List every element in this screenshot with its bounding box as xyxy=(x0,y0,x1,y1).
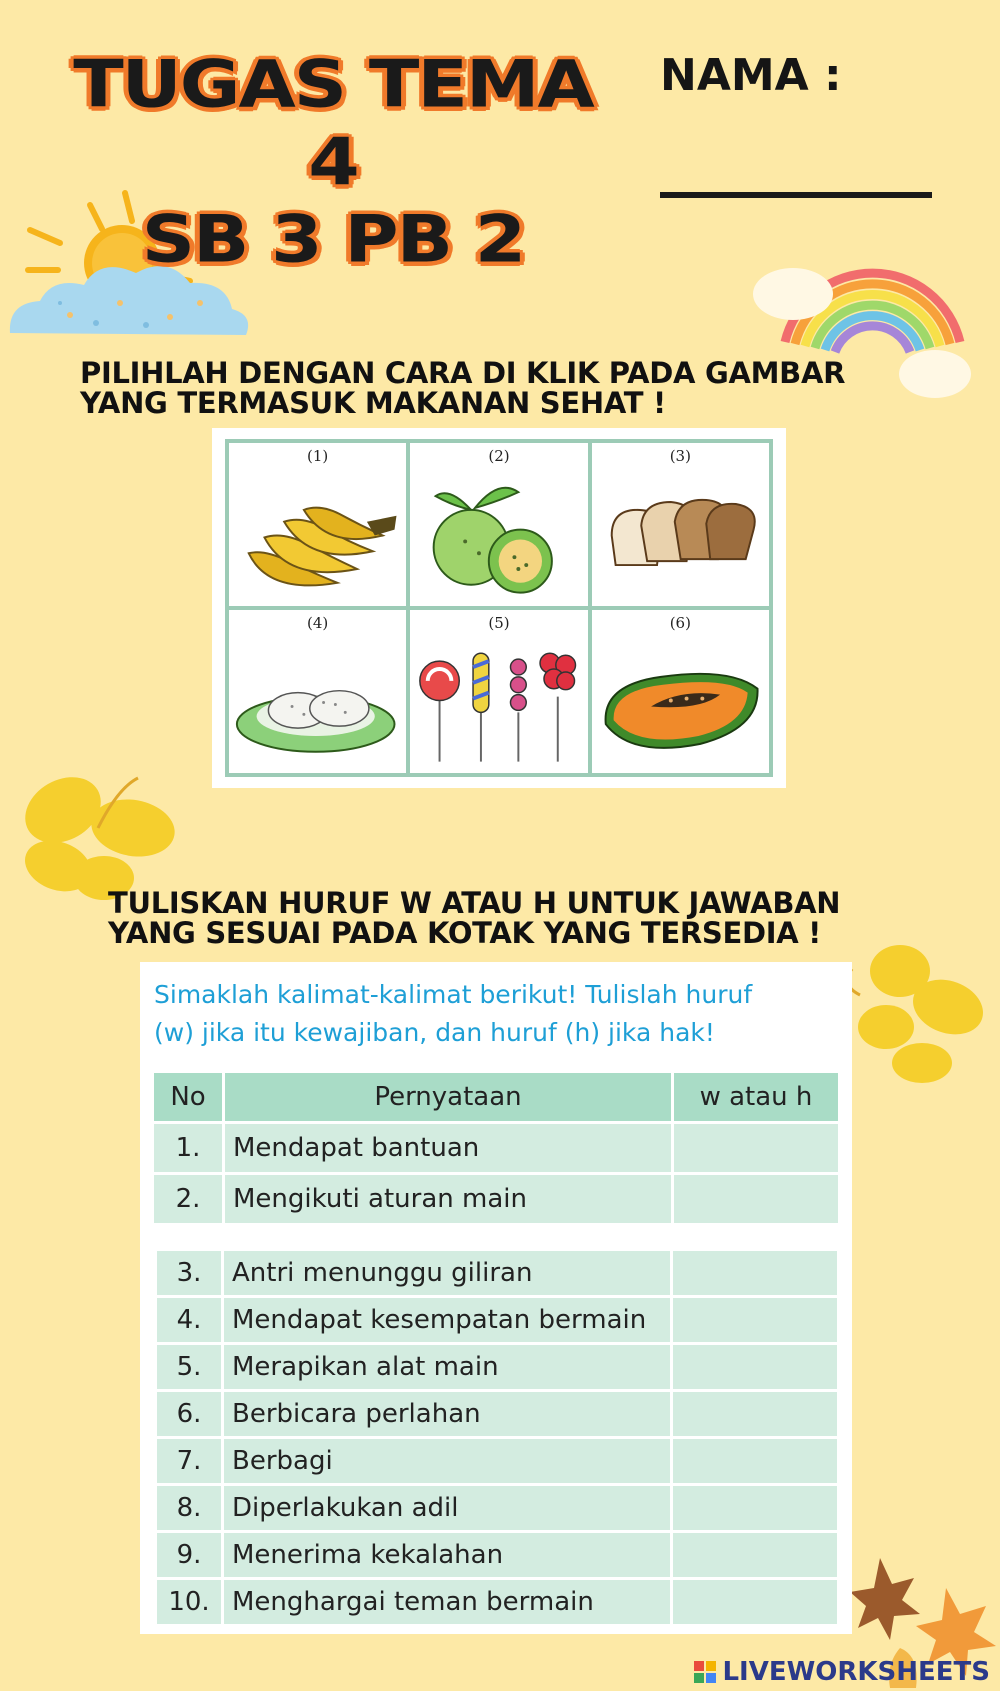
worksheet-title xyxy=(38,46,628,278)
row-number: 6. xyxy=(157,1392,221,1436)
answer-input-8[interactable] xyxy=(681,1490,829,1526)
answer-cell xyxy=(673,1533,837,1577)
card-instruction-line-1: Simaklah kalimat-kalimat berikut! Tulislah huruf xyxy=(154,980,753,1009)
food-picture-panel xyxy=(212,428,786,788)
papaya-icon xyxy=(592,632,769,773)
answer-input-3[interactable] xyxy=(681,1255,829,1291)
food-option-3[interactable] xyxy=(590,441,771,608)
table-row xyxy=(157,1298,837,1342)
food-number: (3) xyxy=(669,447,691,465)
row-statement: Berbicara perlahan xyxy=(224,1392,670,1436)
liveworksheets-watermark xyxy=(694,1657,990,1687)
row-number: 10. xyxy=(157,1580,221,1624)
row-statement: Menerima kekalahan xyxy=(224,1533,670,1577)
answer-input-4[interactable] xyxy=(681,1302,829,1338)
table-row xyxy=(157,1580,837,1624)
row-number: 9. xyxy=(157,1533,221,1577)
header-no: No xyxy=(154,1073,222,1121)
card-instruction xyxy=(154,976,844,1052)
answer-input-5[interactable] xyxy=(681,1349,829,1385)
answer-cell xyxy=(674,1124,838,1172)
guava-icon xyxy=(410,465,587,606)
answer-input-1[interactable] xyxy=(682,1130,830,1166)
answer-cell xyxy=(673,1580,837,1624)
food-instruction xyxy=(80,358,880,418)
answer-input-7[interactable] xyxy=(681,1443,829,1479)
food-option-1[interactable] xyxy=(227,441,408,608)
row-number: 4. xyxy=(157,1298,221,1342)
table-row xyxy=(154,1124,838,1172)
food-option-4[interactable] xyxy=(227,608,408,775)
row-statement: Menghargai teman bermain xyxy=(224,1580,670,1624)
row-number: 5. xyxy=(157,1345,221,1389)
title-line-2: SB 3 PB 2 xyxy=(141,201,525,278)
answer-cell xyxy=(673,1251,837,1295)
statement-table-top xyxy=(151,1070,841,1226)
food-option-6[interactable] xyxy=(590,608,771,775)
food-number: (4) xyxy=(307,614,329,632)
statement-table-bottom xyxy=(154,1248,840,1627)
header-answer: w atau h xyxy=(674,1073,838,1121)
card-instruction-line-2: (w) jika itu kewajiban, dan huruf (h) jika hak! xyxy=(154,1018,715,1047)
food-option-5[interactable] xyxy=(408,608,589,775)
table-header-row xyxy=(154,1073,838,1121)
food-instruction-line-2: YANG TERMASUK MAKANAN SEHAT ! xyxy=(80,386,666,420)
header-statement: Pernyataan xyxy=(225,1073,671,1121)
table-row xyxy=(157,1533,837,1577)
butterfly-icon xyxy=(830,935,990,1085)
answer-cell xyxy=(673,1298,837,1342)
rights-instruction-line-2: YANG SESUAI PADA KOTAK YANG TERSEDIA ! xyxy=(108,916,822,950)
banana-icon xyxy=(229,465,406,606)
food-number: (5) xyxy=(488,614,510,632)
table-row xyxy=(154,1175,838,1223)
liveworksheets-logo-icon xyxy=(694,1661,716,1683)
food-option-2[interactable] xyxy=(408,441,589,608)
row-statement: Merapikan alat main xyxy=(224,1345,670,1389)
food-grid xyxy=(225,439,773,777)
table-row xyxy=(157,1439,837,1483)
row-statement: Mengikuti aturan main xyxy=(225,1175,671,1223)
answer-cell xyxy=(673,1345,837,1389)
row-statement: Berbagi xyxy=(224,1439,670,1483)
food-number: (1) xyxy=(307,447,329,465)
rights-duties-instruction xyxy=(108,888,908,948)
name-label: NAMA : xyxy=(660,50,842,101)
table-row xyxy=(157,1392,837,1436)
name-blank-line[interactable] xyxy=(660,192,932,198)
row-statement: Antri menunggu giliran xyxy=(224,1251,670,1295)
rice-icon xyxy=(229,632,406,773)
answer-input-9[interactable] xyxy=(681,1537,829,1573)
answer-cell xyxy=(673,1392,837,1436)
row-statement: Mendapat kesempatan bermain xyxy=(224,1298,670,1342)
candy-icon xyxy=(410,632,587,773)
row-number: 2. xyxy=(154,1175,222,1223)
table-row xyxy=(157,1251,837,1295)
bread-icon xyxy=(592,465,769,606)
answer-input-2[interactable] xyxy=(682,1181,830,1217)
answer-cell xyxy=(673,1486,837,1530)
food-instruction-line-1: PILIHLAH DENGAN CARA DI KLIK PADA GAMBAR xyxy=(80,356,846,390)
row-number: 1. xyxy=(154,1124,222,1172)
row-statement: Diperlakukan adil xyxy=(224,1486,670,1530)
food-number: (2) xyxy=(488,447,510,465)
statement-card xyxy=(140,962,852,1634)
row-number: 7. xyxy=(157,1439,221,1483)
answer-cell xyxy=(674,1175,838,1223)
answer-input-10[interactable] xyxy=(681,1584,829,1620)
row-statement: Mendapat bantuan xyxy=(225,1124,671,1172)
rights-instruction-line-1: TULISKAN HURUF W ATAU H UNTUK JAWABAN xyxy=(108,886,841,920)
table-row xyxy=(157,1345,837,1389)
watermark-text: LIVEWORKSHEETS xyxy=(722,1657,990,1687)
answer-input-6[interactable] xyxy=(681,1396,829,1432)
row-number: 8. xyxy=(157,1486,221,1530)
food-number: (6) xyxy=(669,614,691,632)
table-row xyxy=(157,1486,837,1530)
answer-cell xyxy=(673,1439,837,1483)
title-line-1: TUGAS TEMA 4 xyxy=(73,46,593,200)
row-number: 3. xyxy=(157,1251,221,1295)
